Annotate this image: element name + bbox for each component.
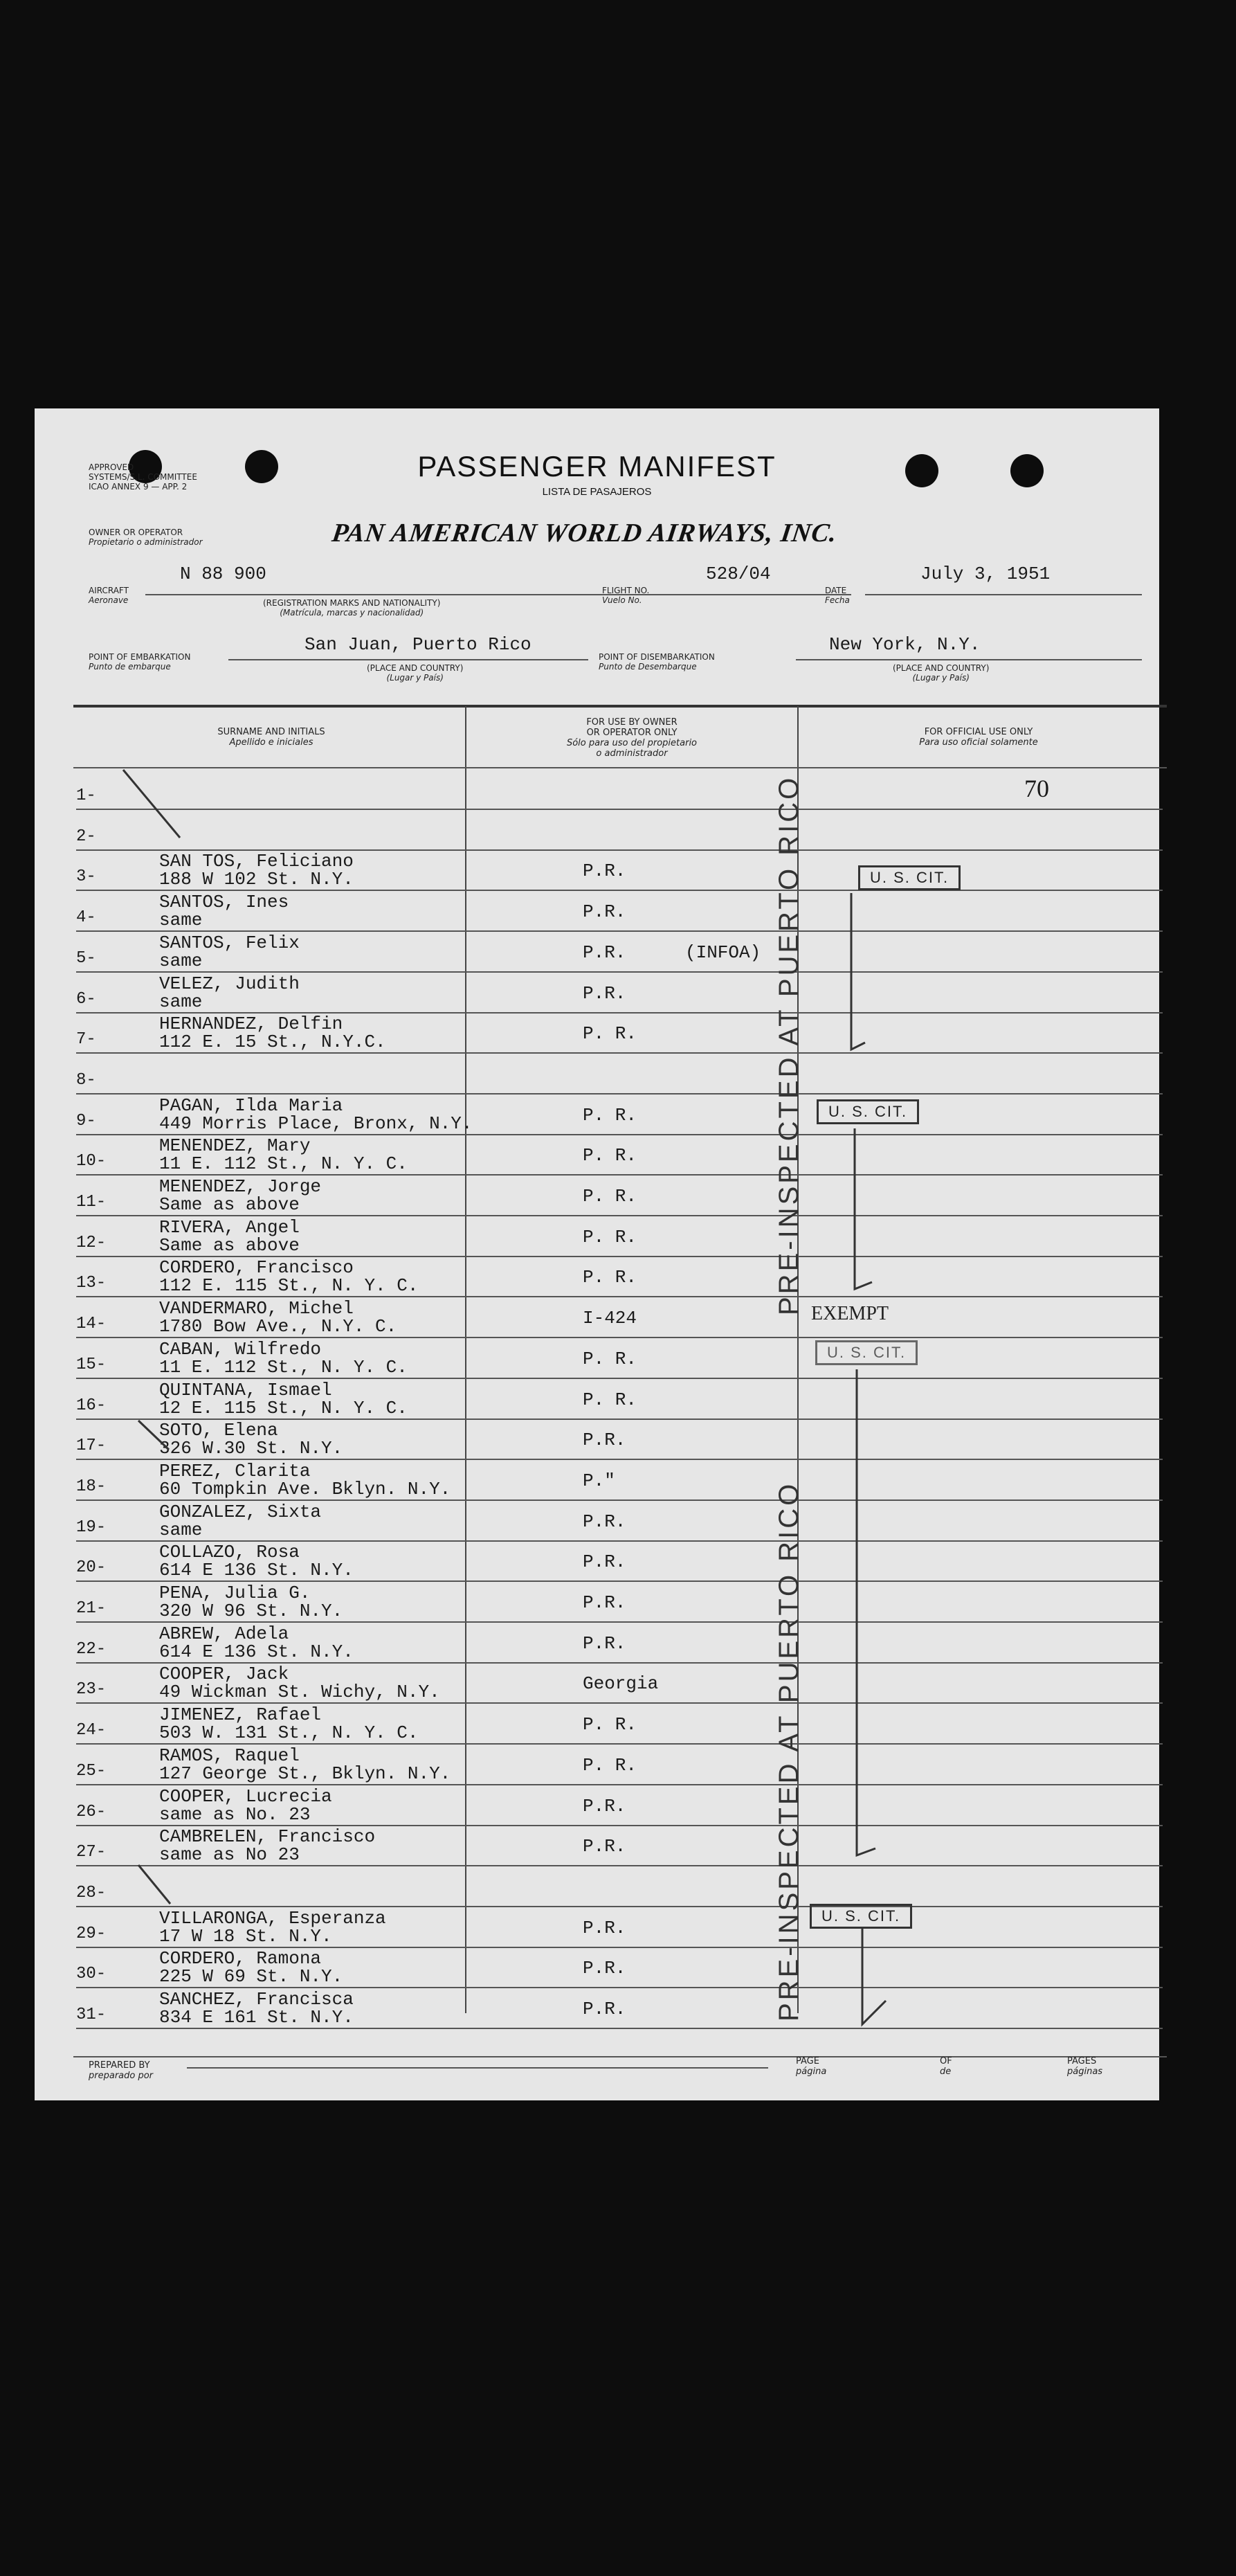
passenger-name: SAN TOS, Feliciano xyxy=(159,851,354,872)
owner-use-value: Georgia xyxy=(583,1673,659,1695)
column-header-official-use: FOR OFFICIAL USE ONLY Para uso oficial solamente xyxy=(919,727,1038,748)
owner-use-value: P.R. xyxy=(583,1958,626,1979)
date-label: DATE Fecha xyxy=(825,586,850,605)
row-number: 9- xyxy=(76,1111,96,1131)
registration-note: (REGISTRATION MARKS AND NATIONALITY) (Matrícula, marcas y nacionalidad) xyxy=(263,598,441,618)
passenger-name: SANTOS, Felix xyxy=(159,932,300,953)
passenger-address: 834 E 161 St. N.Y. xyxy=(159,2007,354,2028)
passenger-address: 188 W 102 St. N.Y. xyxy=(159,869,354,890)
row-note: (INFOA) xyxy=(685,942,761,963)
row-number: 22- xyxy=(76,1639,107,1659)
strike-line xyxy=(138,1421,169,1450)
passenger-name: SANCHEZ, Francisca xyxy=(159,1989,354,2010)
passenger-address: 449 Morris Place, Bronx, N.Y. xyxy=(159,1113,473,1134)
prepared-by-label: PREPARED BY preparado por xyxy=(89,2060,154,2081)
row-number: 31- xyxy=(76,2006,107,2024)
owner-use-value: P.R. xyxy=(583,1430,626,1451)
flight-label: FLIGHT NO. Vuelo No. xyxy=(602,586,650,605)
row-number: 1- xyxy=(76,786,96,805)
passenger-name: QUINTANA, Ismael xyxy=(159,1379,332,1400)
owner-use-value: P.R. xyxy=(583,1999,626,2019)
page-title: PASSENGER MANIFEST xyxy=(417,450,776,483)
passenger-address: 1780 Bow Ave., N.Y. C. xyxy=(159,1316,397,1337)
row-number: 28- xyxy=(76,1883,107,1902)
row-number: 20- xyxy=(76,1558,107,1578)
company-name: PAN AMERICAN WORLD AIRWAYS, INC. xyxy=(330,519,839,548)
passenger-address: same as No. 23 xyxy=(159,1803,311,1825)
bracket-line xyxy=(855,1128,872,1289)
owner-use-value: P. R. xyxy=(583,1023,637,1045)
row-number: 8- xyxy=(76,1070,96,1090)
row-number: 3- xyxy=(76,867,96,887)
owner-use-value: P.R. xyxy=(583,982,626,1004)
passenger-address: 11 E. 112 St., N. Y. C. xyxy=(159,1356,408,1378)
passenger-name: COLLAZO, Rosa xyxy=(159,1542,300,1563)
embarkation-value: San Juan, Puerto Rico xyxy=(305,634,531,655)
passenger-address: 127 George St., Bklyn. N.Y. xyxy=(159,1763,451,1784)
passenger-address: 225 W 69 St. N.Y. xyxy=(159,1966,343,1988)
passenger-address: 112 E. 15 St., N.Y.C. xyxy=(159,1032,386,1053)
row-number: 16- xyxy=(76,1396,107,1415)
page-label: PAGE página xyxy=(796,2056,827,2077)
disembarkation-label: POINT OF DISEMBARKATION Punto de Desembarque xyxy=(599,652,715,672)
passenger-name: MENENDEZ, Jorge xyxy=(159,1176,322,1197)
column-header-surname: SURNAME AND INITIALS Apellido e iniciales xyxy=(217,727,325,748)
passenger-address: 320 W 96 St. N.Y. xyxy=(159,1601,343,1621)
row-number: 11- xyxy=(76,1193,107,1212)
form-approval-note: APPROVED SYSTEMS/S.L. COMMITTEE ICAO ANNEX 9 — APP. 2 xyxy=(89,462,197,492)
owner-use-value: I-424 xyxy=(583,1308,637,1329)
owner-use-value: P. R. xyxy=(583,1267,637,1288)
passenger-address: 49 Wickman St. Wichy, N.Y. xyxy=(159,1682,440,1703)
preinspected-stamp: PRE-INSPECTED AT PUERTO RICO xyxy=(774,1481,804,2021)
owner-use-value: P. R. xyxy=(583,1714,637,1736)
owner-use-value: P.R. xyxy=(583,1632,626,1654)
row-number: 23- xyxy=(76,1680,107,1700)
row-number: 12- xyxy=(76,1233,107,1252)
passenger-name: CAMBRELEN, Francisco xyxy=(159,1826,376,1848)
flight-value: 528/04 xyxy=(706,564,771,584)
passenger-name: CABAN, Wilfredo xyxy=(159,1338,322,1360)
of-label: OF de xyxy=(940,2056,952,2077)
row-number: 24- xyxy=(76,1721,107,1740)
passenger-name: VELEZ, Judith xyxy=(159,973,300,994)
passenger-name: HERNANDEZ, Delfin xyxy=(159,1014,343,1035)
page-subtitle: LISTA DE PASAJEROS xyxy=(542,486,652,498)
stamp-brackets xyxy=(35,408,1159,2100)
owner-use-value: P.R. xyxy=(583,942,626,963)
passenger-name: MENENDEZ, Mary xyxy=(159,1135,311,1157)
owner-label: OWNER OR OPERATOR Propietario o administrador xyxy=(89,528,203,547)
row-number: 14- xyxy=(76,1315,107,1334)
pages-label: PAGES páginas xyxy=(1067,2056,1103,2077)
owner-use-value: P. R. xyxy=(583,1226,637,1248)
row-number: 2- xyxy=(76,827,96,846)
owner-use-value: P.R. xyxy=(583,1551,626,1573)
owner-use-value: P.R. xyxy=(583,1795,626,1817)
passenger-address: Same as above xyxy=(159,1194,300,1215)
row-number: 5- xyxy=(76,948,96,968)
row-number: 27- xyxy=(76,1843,107,1862)
aircraft-label: AIRCRAFT Aeronave xyxy=(89,586,129,605)
owner-use-value: P. R. xyxy=(583,1186,637,1207)
passenger-name: CORDERO, Francisco xyxy=(159,1257,354,1279)
embarkation-place-note: (PLACE AND COUNTRY) (Lugar y País) xyxy=(367,663,464,683)
us-citizen-stamp: U. S. CIT. xyxy=(815,1340,918,1365)
strike-line xyxy=(123,770,180,838)
us-citizen-stamp: U. S. CIT. xyxy=(817,1099,919,1124)
exempt-handwriting: EXEMPT xyxy=(811,1303,889,1324)
owner-use-value: P.R. xyxy=(583,1592,626,1613)
owner-use-value: P.R. xyxy=(583,1511,626,1532)
manifest-sheet xyxy=(35,408,1159,2100)
owner-use-value: P.R. xyxy=(583,861,626,882)
passenger-address: same xyxy=(159,950,203,971)
row-number: 17- xyxy=(76,1436,107,1456)
passenger-name: VILLARONGA, Esperanza xyxy=(159,1907,386,1929)
row-number: 6- xyxy=(76,989,96,1009)
owner-use-value: P.R. xyxy=(583,1836,626,1857)
us-citizen-stamp: U. S. CIT. xyxy=(810,1904,912,1929)
strike-line xyxy=(138,1865,170,1904)
owner-use-value: P. R. xyxy=(583,1348,637,1369)
passenger-name: CORDERO, Ramona xyxy=(159,1948,322,1970)
owner-use-value: P.R. xyxy=(583,1917,626,1938)
owner-use-value: P.R. xyxy=(583,901,626,923)
passenger-name: ABREW, Adela xyxy=(159,1623,289,1644)
passenger-name: PAGAN, Ilda Maria xyxy=(159,1095,343,1116)
row-number: 10- xyxy=(76,1152,107,1171)
row-number: 19- xyxy=(76,1517,107,1537)
passenger-name: RAMOS, Raquel xyxy=(159,1745,300,1766)
row-note: 70 xyxy=(1024,775,1049,802)
owner-use-value: P. R. xyxy=(583,1389,637,1410)
row-number: 26- xyxy=(76,1802,107,1821)
passenger-address: same as No 23 xyxy=(159,1844,300,1866)
passenger-address: 112 E. 115 St., N. Y. C. xyxy=(159,1275,419,1297)
row-number: 29- xyxy=(76,1924,107,1943)
row-number: 30- xyxy=(76,1965,107,1984)
row-number: 21- xyxy=(76,1599,107,1618)
passenger-name: RIVERA, Angel xyxy=(159,1216,300,1238)
passenger-address: 11 E. 112 St., N. Y. C. xyxy=(159,1153,408,1175)
disembarkation-place-note: (PLACE AND COUNTRY) (Lugar y País) xyxy=(893,663,990,683)
disembarkation-value: New York, N.Y. xyxy=(829,634,981,655)
preinspected-stamp: PRE-INSPECTED AT PUERTO RICO xyxy=(774,775,804,1315)
bracket-line xyxy=(851,893,865,1050)
row-number: 4- xyxy=(76,908,96,928)
date-value: July 3, 1951 xyxy=(920,564,1051,584)
passenger-name: VANDERMARO, Michel xyxy=(159,1298,354,1319)
passenger-name: GONZALEZ, Sixta xyxy=(159,1501,322,1522)
row-number: 18- xyxy=(76,1477,107,1496)
passenger-address: 60 Tompkin Ave. Bklyn. N.Y. xyxy=(159,1478,451,1499)
passenger-name: COOPER, Jack xyxy=(159,1664,289,1685)
row-number: 25- xyxy=(76,1761,107,1781)
passenger-name: SOTO, Elena xyxy=(159,1420,278,1441)
passenger-address: Same as above xyxy=(159,1234,300,1256)
owner-use-value: P." xyxy=(583,1470,615,1491)
passenger-name: SANTOS, Ines xyxy=(159,892,289,913)
passenger-name: COOPER, Lucrecia xyxy=(159,1785,332,1807)
aircraft-value: N 88 900 xyxy=(180,564,266,584)
passenger-address: same xyxy=(159,910,203,931)
passenger-address: same xyxy=(159,1519,203,1540)
column-header-owner-use: FOR USE BY OWNER OR OPERATOR ONLY Sólo para uso del propietario o administrador xyxy=(566,717,698,759)
passenger-address: same xyxy=(159,991,203,1012)
passenger-name: PENA, Julia G. xyxy=(159,1583,311,1603)
bracket-line xyxy=(862,1929,886,2024)
owner-use-value: P. R. xyxy=(583,1754,637,1776)
passenger-address: 326 W.30 St. N.Y. xyxy=(159,1438,343,1459)
row-number: 7- xyxy=(76,1030,96,1050)
embarkation-label: POINT OF EMBARKATION Punto de embarque xyxy=(89,652,191,672)
passenger-address: 614 E 136 St. N.Y. xyxy=(159,1641,354,1662)
row-number: 15- xyxy=(76,1355,107,1374)
passenger-name: PEREZ, Clarita xyxy=(159,1460,311,1481)
owner-use-value: P. R. xyxy=(583,1104,637,1126)
passenger-address: 614 E 136 St. N.Y. xyxy=(159,1560,354,1581)
passenger-address: 503 W. 131 St., N. Y. C. xyxy=(159,1722,419,1744)
passenger-name: JIMENEZ, Rafael xyxy=(159,1704,322,1726)
passenger-address: 17 W 18 St. N.Y. xyxy=(159,1925,332,1947)
row-number: 13- xyxy=(76,1274,107,1293)
owner-use-value: P. R. xyxy=(583,1145,637,1167)
passenger-address: 12 E. 115 St., N. Y. C. xyxy=(159,1397,408,1418)
us-citizen-stamp: U. S. CIT. xyxy=(858,865,961,890)
bracket-line xyxy=(857,1369,875,1855)
